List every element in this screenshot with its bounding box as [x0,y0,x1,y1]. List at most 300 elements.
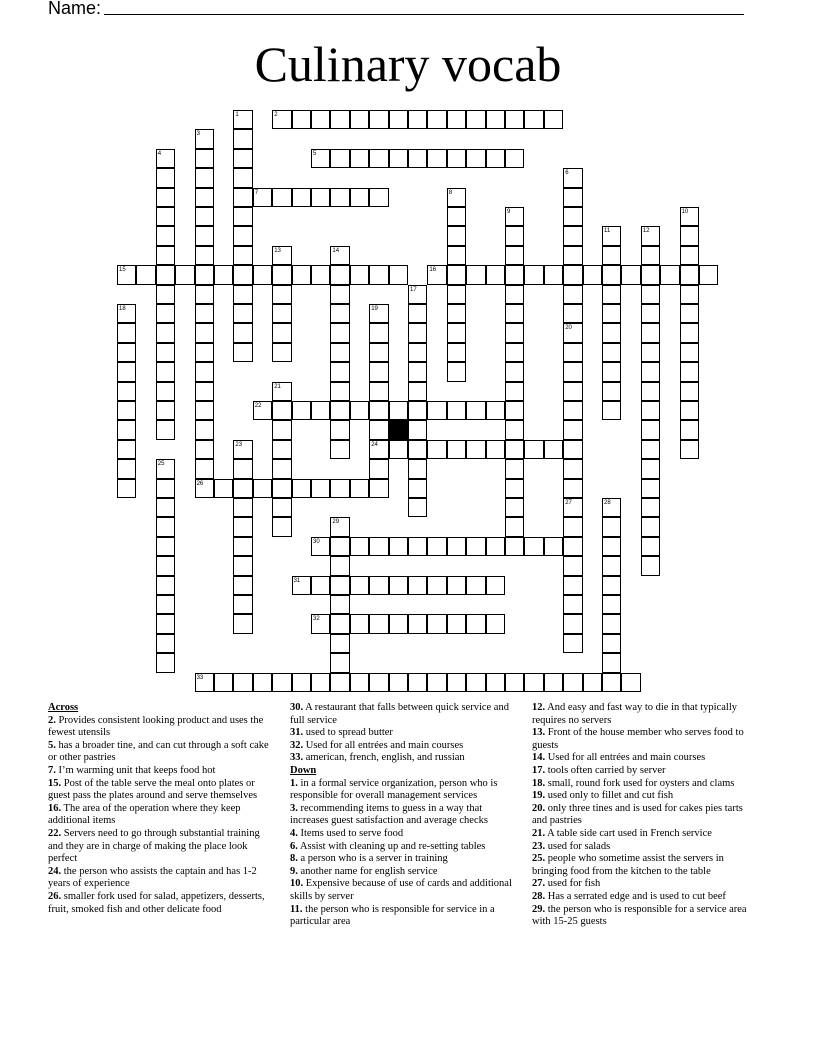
grid-cell[interactable] [369,265,388,284]
grid-cell[interactable] [195,188,214,207]
grid-cell[interactable] [447,343,466,362]
grid-cell[interactable] [272,304,291,323]
grid-cell[interactable] [466,265,485,284]
grid-cell[interactable] [369,614,388,633]
grid-cell[interactable] [117,479,136,498]
grid-cell[interactable] [641,459,660,478]
grid-cell[interactable] [563,420,582,439]
grid-cell[interactable] [272,459,291,478]
grid-cell[interactable] [156,498,175,517]
grid-cell[interactable] [311,265,330,284]
grid-cell[interactable] [330,323,349,342]
grid-cell[interactable] [156,420,175,439]
grid-cell[interactable] [680,323,699,342]
grid-cell[interactable] [563,304,582,323]
grid-cell[interactable] [447,285,466,304]
grid-cell[interactable] [233,323,252,342]
grid-cell[interactable] [292,401,311,420]
grid-cell[interactable] [505,401,524,420]
grid-cell[interactable] [389,265,408,284]
grid-cell[interactable] [641,537,660,556]
grid-cell[interactable] [699,265,718,284]
grid-cell[interactable] [330,673,349,692]
grid-cell[interactable] [641,420,660,439]
grid-cell[interactable] [486,110,505,129]
grid-cell[interactable] [408,498,427,517]
grid-cell[interactable] [486,149,505,168]
grid-cell[interactable] [311,188,330,207]
grid-cell[interactable] [330,653,349,672]
grid-cell[interactable] [486,576,505,595]
grid-cell[interactable] [544,440,563,459]
grid-cell[interactable] [175,265,194,284]
grid-cell[interactable] [233,207,252,226]
grid-cell[interactable] [602,517,621,536]
grid-cell[interactable] [369,537,388,556]
grid-cell[interactable] [369,323,388,342]
grid-cell[interactable] [466,110,485,129]
grid-cell[interactable] [195,149,214,168]
grid-cell[interactable] [156,517,175,536]
grid-cell[interactable] [233,673,252,692]
grid-cell[interactable] [233,188,252,207]
grid-cell[interactable] [233,149,252,168]
grid-cell[interactable] [408,110,427,129]
grid-cell[interactable] [641,265,660,284]
grid-cell[interactable] [156,576,175,595]
grid-cell[interactable] [680,401,699,420]
grid-cell[interactable] [641,304,660,323]
grid-cell[interactable] [156,285,175,304]
grid-cell[interactable] [369,382,388,401]
grid-cell[interactable] [466,401,485,420]
grid-cell[interactable] [389,614,408,633]
grid-cell[interactable] [524,673,543,692]
grid-cell[interactable] [427,401,446,420]
grid-cell[interactable] [486,440,505,459]
grid-cell[interactable] [272,420,291,439]
grid-cell[interactable] [524,110,543,129]
grid-cell[interactable] [330,149,349,168]
grid-cell[interactable] [563,634,582,653]
grid-cell[interactable] [389,537,408,556]
grid-cell[interactable] [233,556,252,575]
grid-cell[interactable] [233,595,252,614]
grid-cell[interactable] [389,110,408,129]
grid-cell[interactable] [408,479,427,498]
grid-cell[interactable] [311,576,330,595]
grid-cell[interactable] [680,304,699,323]
grid-cell[interactable] [544,265,563,284]
grid-cell[interactable] [408,537,427,556]
grid-cell[interactable] [602,537,621,556]
grid-cell[interactable] [330,362,349,381]
grid-cell[interactable] [505,226,524,245]
grid-cell[interactable] [641,498,660,517]
grid-cell[interactable] [641,479,660,498]
grid-cell[interactable] [563,246,582,265]
grid-cell[interactable] [330,420,349,439]
grid-cell[interactable] [195,285,214,304]
grid-cell[interactable] [447,576,466,595]
grid-cell[interactable] [195,343,214,362]
grid-cell[interactable] [272,440,291,459]
grid-cell[interactable] [156,595,175,614]
grid-cell[interactable] [680,343,699,362]
grid-cell[interactable] [505,459,524,478]
grid-cell[interactable] [680,265,699,284]
grid-cell[interactable] [233,517,252,536]
grid-cell[interactable] [563,537,582,556]
grid-cell[interactable] [505,362,524,381]
grid-cell[interactable] [156,362,175,381]
grid-cell[interactable] [505,537,524,556]
grid-cell[interactable] [602,323,621,342]
grid-cell[interactable] [427,149,446,168]
grid-cell[interactable] [330,188,349,207]
grid-cell[interactable] [447,110,466,129]
grid-cell[interactable] [330,537,349,556]
grid-cell[interactable] [408,673,427,692]
grid-cell[interactable] [621,265,640,284]
grid-cell[interactable] [563,401,582,420]
grid-cell[interactable] [466,614,485,633]
grid-cell[interactable] [602,673,621,692]
grid-cell[interactable] [311,401,330,420]
grid-cell[interactable] [369,110,388,129]
grid-cell[interactable] [408,304,427,323]
grid-cell[interactable] [427,110,446,129]
grid-cell[interactable] [563,343,582,362]
grid-cell[interactable] [233,576,252,595]
grid-cell[interactable] [195,323,214,342]
grid-cell[interactable] [680,362,699,381]
grid-cell[interactable] [330,576,349,595]
grid-cell[interactable] [117,459,136,478]
grid-cell[interactable] [350,614,369,633]
grid-cell[interactable] [330,110,349,129]
grid-cell[interactable] [233,537,252,556]
grid-cell[interactable] [136,265,155,284]
grid-cell[interactable] [156,382,175,401]
grid-cell[interactable] [117,323,136,342]
grid-cell[interactable] [272,188,291,207]
grid-cell[interactable] [505,479,524,498]
grid-cell[interactable] [117,343,136,362]
grid-cell[interactable] [505,304,524,323]
grid-cell[interactable] [427,673,446,692]
grid-cell[interactable] [156,401,175,420]
grid-cell[interactable] [408,614,427,633]
grid-cell[interactable] [350,673,369,692]
grid-cell[interactable] [466,149,485,168]
grid-cell[interactable] [156,207,175,226]
grid-cell[interactable] [272,401,291,420]
grid-cell[interactable] [350,149,369,168]
grid-cell[interactable] [117,401,136,420]
grid-cell[interactable] [563,362,582,381]
grid-cell[interactable] [350,479,369,498]
grid-cell[interactable] [641,285,660,304]
grid-cell[interactable] [292,673,311,692]
grid-cell[interactable] [505,110,524,129]
grid-cell[interactable] [272,517,291,536]
grid-cell[interactable] [447,440,466,459]
grid-cell[interactable] [505,246,524,265]
grid-cell[interactable] [505,440,524,459]
grid-cell[interactable] [195,265,214,284]
grid-cell[interactable] [641,556,660,575]
grid-cell[interactable] [156,246,175,265]
grid-cell[interactable] [330,285,349,304]
grid-cell[interactable] [486,265,505,284]
grid-cell[interactable] [272,323,291,342]
grid-cell[interactable] [292,188,311,207]
grid-cell[interactable] [563,595,582,614]
grid-cell[interactable] [466,576,485,595]
grid-cell[interactable] [505,517,524,536]
grid-cell[interactable] [233,246,252,265]
grid-cell[interactable] [156,188,175,207]
grid-cell[interactable] [292,479,311,498]
grid-cell[interactable] [427,614,446,633]
grid-cell[interactable] [447,673,466,692]
grid-cell[interactable] [466,440,485,459]
grid-cell[interactable] [233,479,252,498]
grid-cell[interactable] [563,382,582,401]
grid-cell[interactable] [563,479,582,498]
grid-cell[interactable] [602,382,621,401]
grid-cell[interactable] [447,362,466,381]
grid-cell[interactable] [544,110,563,129]
grid-cell[interactable] [156,653,175,672]
grid-cell[interactable] [505,420,524,439]
grid-cell[interactable] [233,304,252,323]
grid-cell[interactable] [272,498,291,517]
grid-cell[interactable] [641,382,660,401]
grid-cell[interactable] [369,459,388,478]
grid-cell[interactable] [233,129,252,148]
grid-cell[interactable] [311,110,330,129]
grid-cell[interactable] [447,246,466,265]
grid-cell[interactable] [641,517,660,536]
grid-cell[interactable] [195,362,214,381]
grid-cell[interactable] [330,479,349,498]
grid-cell[interactable] [408,323,427,342]
grid-cell[interactable] [524,537,543,556]
grid-cell[interactable] [447,265,466,284]
grid-cell[interactable] [214,479,233,498]
grid-cell[interactable] [563,188,582,207]
grid-cell[interactable] [641,343,660,362]
grid-cell[interactable] [233,265,252,284]
grid-cell[interactable] [621,673,640,692]
grid-cell[interactable] [680,440,699,459]
grid-cell[interactable] [330,440,349,459]
grid-cell[interactable] [602,556,621,575]
grid-cell[interactable] [389,149,408,168]
grid-cell[interactable] [195,226,214,245]
grid-cell[interactable] [369,576,388,595]
grid-cell[interactable] [195,401,214,420]
grid-cell[interactable] [330,343,349,362]
grid-cell[interactable] [427,440,446,459]
grid-cell[interactable] [233,614,252,633]
grid-cell[interactable] [330,614,349,633]
grid-cell[interactable] [602,576,621,595]
grid-cell[interactable] [195,168,214,187]
grid-cell[interactable] [602,401,621,420]
grid-cell[interactable] [195,440,214,459]
grid-cell[interactable] [389,440,408,459]
grid-cell[interactable] [505,343,524,362]
grid-cell[interactable] [156,537,175,556]
grid-cell[interactable] [447,149,466,168]
grid-cell[interactable] [505,382,524,401]
grid-cell[interactable] [408,382,427,401]
grid-cell[interactable] [524,265,543,284]
grid-cell[interactable] [641,401,660,420]
grid-cell[interactable] [233,459,252,478]
grid-cell[interactable] [563,673,582,692]
grid-cell[interactable] [272,285,291,304]
grid-cell[interactable] [389,401,408,420]
grid-cell[interactable] [272,265,291,284]
grid-cell[interactable] [408,459,427,478]
grid-cell[interactable] [233,226,252,245]
grid-cell[interactable] [641,440,660,459]
grid-cell[interactable] [156,323,175,342]
grid-cell[interactable] [233,168,252,187]
grid-cell[interactable] [427,537,446,556]
grid-cell[interactable] [680,382,699,401]
grid-cell[interactable] [117,440,136,459]
grid-cell[interactable] [563,517,582,536]
grid-cell[interactable] [408,440,427,459]
grid-cell[interactable] [447,614,466,633]
grid-cell[interactable] [253,479,272,498]
grid-cell[interactable] [330,401,349,420]
grid-cell[interactable] [330,556,349,575]
grid-cell[interactable] [660,265,679,284]
grid-cell[interactable] [680,226,699,245]
grid-cell[interactable] [350,188,369,207]
grid-cell[interactable] [156,614,175,633]
grid-cell[interactable] [389,576,408,595]
grid-cell[interactable] [486,401,505,420]
grid-cell[interactable] [680,420,699,439]
grid-cell[interactable] [447,537,466,556]
grid-cell[interactable] [369,420,388,439]
grid-cell[interactable] [505,285,524,304]
grid-cell[interactable] [563,440,582,459]
grid-cell[interactable] [544,537,563,556]
grid-cell[interactable] [369,479,388,498]
grid-cell[interactable] [214,265,233,284]
grid-cell[interactable] [350,110,369,129]
grid-cell[interactable] [156,304,175,323]
grid-cell[interactable] [233,498,252,517]
grid-cell[interactable] [156,556,175,575]
grid-cell[interactable] [505,673,524,692]
grid-cell[interactable] [505,323,524,342]
grid-cell[interactable] [563,265,582,284]
grid-cell[interactable] [195,246,214,265]
grid-cell[interactable] [563,614,582,633]
grid-cell[interactable] [369,343,388,362]
grid-cell[interactable] [447,207,466,226]
grid-cell[interactable] [156,226,175,245]
grid-cell[interactable] [602,265,621,284]
grid-cell[interactable] [447,323,466,342]
grid-cell[interactable] [602,246,621,265]
grid-cell[interactable] [350,401,369,420]
grid-cell[interactable] [408,149,427,168]
grid-cell[interactable] [466,537,485,556]
grid-cell[interactable] [408,401,427,420]
grid-cell[interactable] [330,304,349,323]
grid-cell[interactable] [602,285,621,304]
grid-cell[interactable] [563,556,582,575]
grid-cell[interactable] [641,246,660,265]
grid-cell[interactable] [505,498,524,517]
grid-cell[interactable] [583,673,602,692]
grid-cell[interactable] [602,653,621,672]
grid-cell[interactable] [272,479,291,498]
grid-cell[interactable] [369,149,388,168]
grid-cell[interactable] [369,401,388,420]
grid-cell[interactable] [486,614,505,633]
grid-cell[interactable] [311,479,330,498]
grid-cell[interactable] [117,420,136,439]
grid-cell[interactable] [427,576,446,595]
grid-cell[interactable] [350,265,369,284]
grid-cell[interactable] [330,382,349,401]
grid-cell[interactable] [680,246,699,265]
grid-cell[interactable] [156,343,175,362]
grid-cell[interactable] [602,614,621,633]
grid-cell[interactable] [253,673,272,692]
grid-cell[interactable] [563,226,582,245]
grid-cell[interactable] [195,304,214,323]
grid-cell[interactable] [292,110,311,129]
grid-cell[interactable] [447,304,466,323]
grid-cell[interactable] [214,673,233,692]
grid-cell[interactable] [369,673,388,692]
grid-cell[interactable] [602,595,621,614]
grid-cell[interactable] [408,343,427,362]
grid-cell[interactable] [408,576,427,595]
grid-cell[interactable] [486,673,505,692]
grid-cell[interactable] [233,343,252,362]
grid-cell[interactable] [641,323,660,342]
grid-cell[interactable] [602,362,621,381]
grid-cell[interactable] [330,634,349,653]
grid-cell[interactable] [195,420,214,439]
grid-cell[interactable] [641,362,660,381]
grid-cell[interactable] [330,265,349,284]
grid-cell[interactable] [389,673,408,692]
grid-cell[interactable] [272,673,291,692]
grid-cell[interactable] [253,265,272,284]
grid-cell[interactable] [330,595,349,614]
grid-cell[interactable] [311,673,330,692]
grid-cell[interactable] [233,285,252,304]
grid-cell[interactable] [195,459,214,478]
grid-cell[interactable] [117,362,136,381]
grid-cell[interactable] [486,537,505,556]
grid-cell[interactable] [524,440,543,459]
